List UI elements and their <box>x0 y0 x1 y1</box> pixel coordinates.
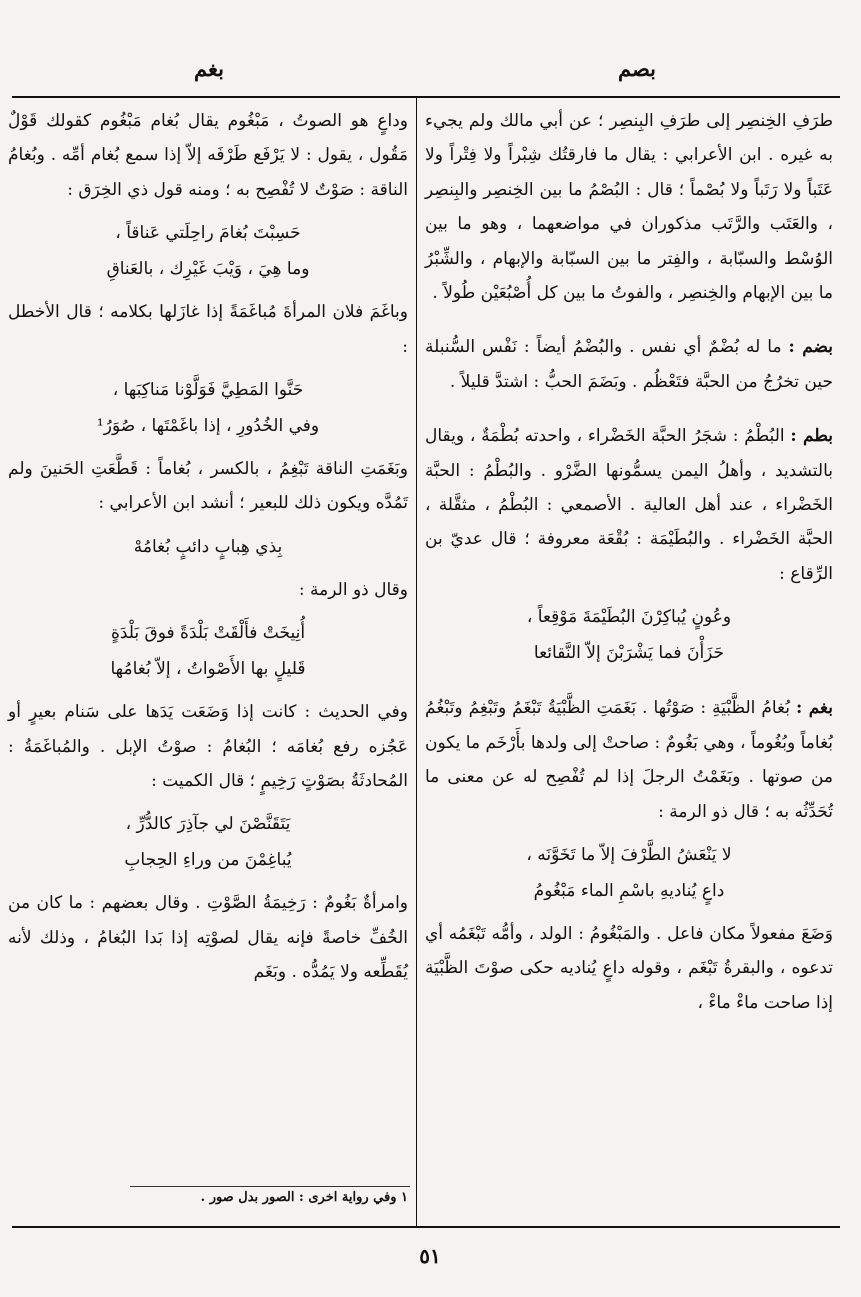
verse-line: يُباغِمْنَ من وراءِ الحِجابِ <box>124 850 292 871</box>
paragraph-baghum: وامرأةٌ بَغُومٌ : رَخِيمَةُ الصَّوْتِ . وقال بعضهم : ما كان من الخُفِّ خاصةً فإنه يقال لصوْتِه إذا بَدا البُغامُ ، وذلك لأنه يُقَطِّعه ولا يَمُدُّه . وبَغَم <box>8 893 408 983</box>
entry-bgm-continued: وَضَعَ مفعولاً مكان فاعل . والمَبْغُومُ : الولد ، وأمُّه تَبْغَمُه أي تدعوه ، والبقرةُ تَبْغَم ، وقوله داعٍ يُناديه حكى صوْتَ الظَّبْيَة إذا صاحت ماءْ ماءْ ، <box>425 923 833 1013</box>
verse-line: لا يَنْعَشُ الطَّرْفَ إلاّ ما تَخَوَّنَه ، <box>526 844 732 865</box>
paragraph-dhu-rumma-intro: وقال ذو الرمة : <box>298 579 408 600</box>
headword-bdm: بضم : <box>788 337 834 358</box>
verse-line: أُنِيخَتْ فأَلْقَتْ بَلْدَةً فوقَ بَلْدَةٍ <box>110 623 306 644</box>
entry-bgm <box>425 691 833 829</box>
footnote-rule <box>130 1186 410 1187</box>
entry-bgm-continuation: وداعٍ هو الصوتُ ، مَبْغُوم يقال بُغام مَبْغُوم كقولك قَوْلٌ مَقُول ، يقول : لا يَرْفَع طَرْفَه إلاّ إذا سمع بُغام أمِّه . وبُغامُ الناقة : صَوْتٌ لا تُفْصِح به ؛ ومنه قول ذي الخِرَق : <box>8 111 408 200</box>
top-rule <box>12 96 840 98</box>
verse-line: وفي الخُدُورِ ، إذا باغَمْتَها ، صُوَرُ¹ <box>96 416 320 437</box>
verse-line: حَنَّوا المَطِيَّ فَوَلَّوْنا مَناكِبَها ، <box>112 380 304 401</box>
verse-dhu-rumma-2 <box>8 615 408 687</box>
verse-dhi-al-khiraq <box>8 215 408 287</box>
header-word-left: بغم <box>194 56 224 81</box>
verse-line: يَتَقَنَّصْنَ لي جآذِرَ كالدُّرِّ ، <box>125 814 291 835</box>
headword-btm: بطم : <box>790 426 833 447</box>
entry-bgm-text: بُغامُ الظَّبْيَةِ : صَوْتُها . بَغَمَتِ الظَّبْيَةُ تَبْغَمُ وتَبْغِمُ وتَبْغُمُ بُغاماً وبُغُوماً ، وهي بَغُومٌ : صاحتْ إلى ولدها بأَرْخَم ما يكون من صوتها . وبَغَمْتُ الرجلَ إذا لم تُفْصِح له عن معنى ما تُحَدِّثُه به ؛ قال ذو الرمة : <box>425 698 833 822</box>
verse-line: حَزَأْنَ فما يَشْرَبْنَ إلاّ النَّقائعا <box>533 643 725 664</box>
entry-bdm-text: ما له بُضْمٌ أي نفس . والبُضْمُ أيضاً : نَفْس السُّنبلة حين تخرُجُ من الحبَّة فتَعْظُم . وبَضَمَ الحبُّ : اشتدَّ قليلاً . <box>425 337 833 392</box>
entry-btm <box>425 419 833 591</box>
paragraph-bagham-naqa: وبَغَمَتِ الناقة تَبْغِمُ ، بالكسر ، بُغاماً : قَطَّعَتِ الحَنينَ ولم تَمُدَّه ويكون ذلك للبعير ؛ أنشد ابن الأعرابي : <box>8 459 408 514</box>
entry-bsm-continuation: طرَفِ الخِنصِر إلى طرَفِ البِنصِر ؛ عن أبي مالك ولم يجيء به غيره . ابن الأعرابي : يقال ما فارقتُك شِبْراً ولا فِتْراً ولا عَتَباً ولا رَتَباً ولا بُصْماً ؛ قال : البُصْمُ ما بين الخِنصِر والبِنصِر ، والعَتَب والرَّتَب مذكوران في مواضعهما ، وهو ما بين الوُسْط والسبّابة ، والفِتر ما بين السبّابة والإبهام ، والشِّبْرُ ما بين الإبهام والخِنصِر ، والفوتُ ما بين كل أُصْبُعَيْن طُولاً . <box>425 111 833 304</box>
verse-akhtal <box>8 372 408 444</box>
entry-bdm <box>425 330 833 399</box>
page-number: ٥١ <box>419 1244 441 1268</box>
verse-line: وما هِيَ ، وَيْبَ غَيْرِك ، بالعَناقِ <box>106 259 310 280</box>
verse-line: قَليلٍ بها الأَصْواتُ ، إلاّ بُغامُها <box>110 659 306 680</box>
headword-bgm: بغم : <box>795 698 833 719</box>
column-divider <box>416 98 417 1226</box>
verse-kumayt <box>8 806 408 878</box>
verse-line: وعُونٍ يُباكِرْنَ البُطَيْمَةَ مَوْقِعاً ، <box>526 607 732 628</box>
verse-dhu-rumma-1 <box>425 837 833 909</box>
verse-ibn-arabi <box>8 529 408 565</box>
header-word-right: بصم <box>617 56 657 81</box>
paragraph-hadith: وفي الحديث : كانت إذا وَضَعَت يَدَها على سَنام بعيرٍ أو عَجُزه رفع بُغامَه ؛ البُغامُ : صوْتُ الإبل . والمُباغَمَةُ : المُحادثَةُ بصَوْتٍ رَخِيمٍ ؛ قال الكميت : <box>8 702 408 792</box>
verse-line: داعٍ يُناديهِ باسْمِ الماء مَبْغُومُ <box>533 880 725 901</box>
verse-line: حَسِبْتَ بُغامَ راحِلَتي عَناقاً ، <box>115 223 301 244</box>
bottom-rule <box>12 1226 840 1228</box>
paragraph-mubaghama: وباغَمَ فلان المرأةَ مُباغَمَةً إذا غازَلها بكلامه ؛ قال الأخطل : <box>8 302 408 357</box>
right-column <box>425 104 833 1020</box>
verse-adi-ibn-riqa <box>425 599 833 671</box>
verse-line: بِذي هِبابٍ دائبٍ بُغامُهْ <box>133 536 283 557</box>
entry-btm-text: البُطْمُ : شجَرُ الحبَّة الخَضْراء ، واحدته بُطْمَةٌ ، ويقال بالتشديد ، وأهلُ اليمن يسمُّونها الضَّرْو . والبُطْمُ : الحبَّة الخَضْراء ، عند أهل العالية . الأصمعي : البُطْمُ ، مثقَّلة ، الحبَّة الخَضْراء . والبُطَيْمَة : بُقْعَة معروفة ؛ قال عديّ بن الرِّقاع : <box>425 426 833 584</box>
footnote: ١ وفي رواية اخرى : الصور بدل صور . <box>200 1190 408 1205</box>
left-column <box>8 104 408 990</box>
